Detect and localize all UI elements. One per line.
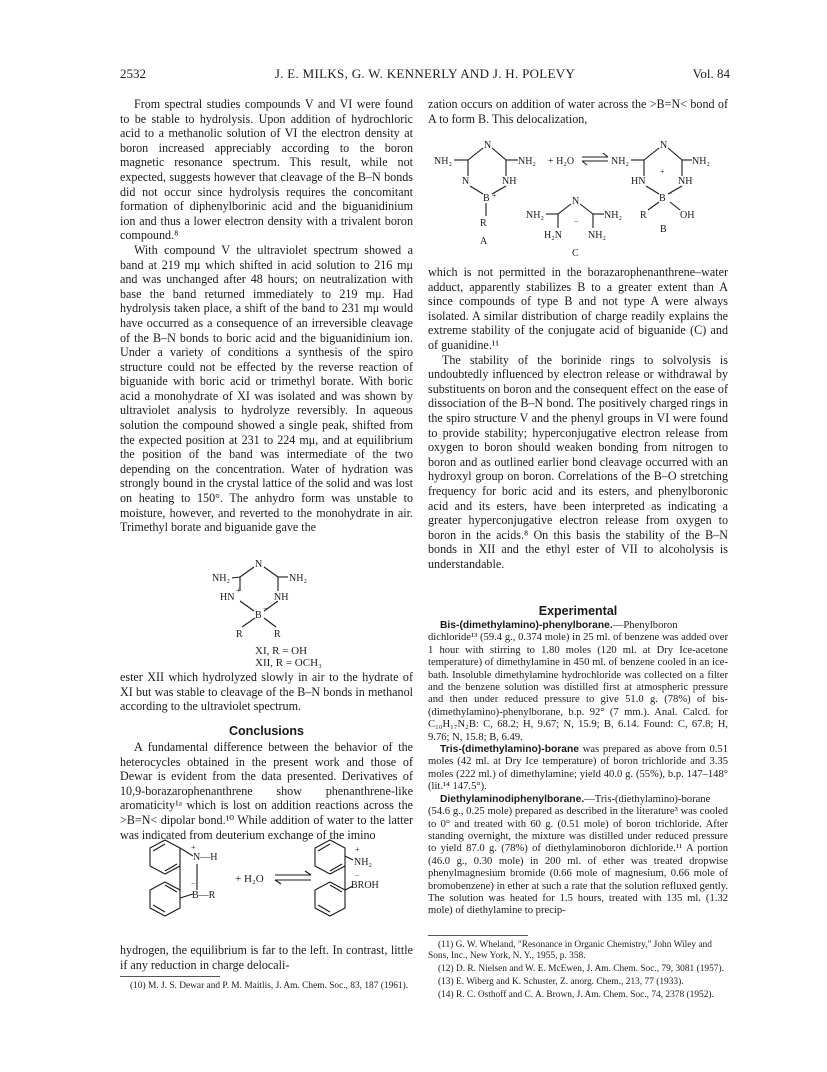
svg-text:N—H: N—H [193, 852, 218, 863]
left-column-conclusions [120, 740, 413, 842]
paragraph: hydrogen, the equilibrium is far to the left. In contrast, little if any reduction in charge delocali- [120, 943, 413, 972]
svg-text:NH₂: NH₂ [434, 156, 452, 167]
svg-text:+: + [355, 845, 360, 854]
left-column-text-bottom [120, 943, 413, 972]
svg-text:NH₂: NH₂ [289, 573, 307, 584]
svg-text:HN: HN [631, 176, 646, 187]
svg-text:−: − [574, 217, 579, 226]
svg-text:+: + [492, 191, 497, 200]
paragraph: The stability of the borinide rings to solvolysis is undoubtedly influenced by electron release or withdrawal by substituents on boron and the consequent effect on the ease of dissociation of the B–N bond. The positively charged rings in the spiro structure V and the phenyl groups in VI were found to provide stability; hyperconjugative electron release from oxygen to boron should weaken bonding from nitrogen to boron and as outlined earlier bond cleavage occurred with an hydroxyl group on boron. Correlations of the B–O stretching frequency for boric acid and its esters, and phenylboronic acid and its esters, have been interpreted as indicating a greater hyperconjugative electron release from oxygen to boron in the acids.⁸ On this basis the stability of the B–N bonds in XII and the ethyl ester of VII to alcoholysis is understandable. [428, 352, 728, 571]
footnote-11: (11) G. W. Wheland, "Resonance in Organic Chemistry," John Wiley and Sons, Inc., New York, N. Y., 1955, p. 358. [428, 940, 712, 961]
label-c: C [572, 248, 579, 259]
paragraph: From spectral studies compounds V and VI were found to be stable to hydrolysis. Upon addition of hydrochloric acid to a methanolic solution of VI the electron density at boron increased appreciably according to the boron magnetic resonance spectrum. This result, while not expected, suggests however that cleavage of the B–N bonds did not occur since hydrolysis requires the concomitant formation of diphenylborinic acid and the biguanidinium ion and thus a lower electron density with a trivalent boron compound.⁸ [120, 97, 413, 243]
borazarophenanthrene-hydration-scheme [135, 838, 415, 938]
svg-text:NH₂: NH₂ [588, 230, 606, 241]
paragraph: A fundamental difference between the behavior of the heterocycles obtained in the present work and those of Dewar is evident from the data presented. Derivatives of 10,9-borazarophenanthrene show phenanthrene-like aromaticity¹ᵃ which is lost on addition reactions across the >B=N< dipolar bond.¹⁰ While addition of water to the latter was indicated from deuterium exchange of the imino [120, 740, 413, 842]
svg-text:R: R [480, 218, 487, 229]
structure-labels [255, 645, 415, 669]
label-b: B [660, 224, 667, 235]
left-column-text-middle [120, 670, 413, 714]
structure-label-xi: XI, R = OH [255, 645, 308, 657]
paragraph: ester XII which hydrolyzed slowly in air to the hydrate of XI but was stable to cleavage of the B–N bonds in methanol according to the ultraviolet spectrum. [120, 670, 413, 714]
footnotes-left [120, 981, 413, 994]
svg-text:OH: OH [680, 210, 695, 221]
svg-text:N: N [255, 559, 263, 570]
paragraph: which is not permitted in the borazarophenanthrene–water adduct, apparently stabilizes B to a greater extent than A since compounds of type B and not type A were always isolated. A similar distribution of charge readily explains the extreme stability of the conjugate acid of biguanide (C) and of guanidine.¹¹ [428, 265, 728, 352]
svg-text:NH: NH [274, 592, 289, 603]
svg-text:H₂N: H₂N [544, 230, 562, 241]
svg-text:+: + [660, 167, 665, 176]
svg-text:N: N [660, 140, 668, 151]
svg-text:NH₂: NH₂ [518, 156, 536, 167]
svg-text:−: − [191, 879, 196, 888]
svg-text:+ H₂O: + H₂O [235, 873, 264, 885]
svg-text:BROH: BROH [351, 880, 379, 891]
svg-text:R: R [236, 629, 243, 640]
svg-text:N: N [572, 196, 580, 207]
footnote-14: (14) R. C. Osthoff and C. A. Brown, J. Am. Chem. Soc., 74, 2378 (1952). [438, 990, 714, 1000]
section-heading-experimental: Experimental [538, 604, 618, 618]
structure-label-xii: XII, R = OCH₃ [255, 657, 322, 669]
running-authors: J. E. MILKS, G. W. KENNERLY AND J. H. POLEVY [274, 66, 576, 81]
left-column-text-top [120, 97, 413, 535]
footnote-12: (12) D. R. Nielsen and W. E. McEwen, J. Am. Chem. Soc., 79, 3081 (1957). [438, 964, 724, 974]
experimental-paragraph-2: Tris-(dimethylamino)-borane was prepared as above from 0.51 moles (42 ml. at Dry Ice temperature) of boron trichloride and 3.35 moles (222 ml.) of dimethylamine; yield 40.0 g. (55%), b.p. 147–148° (lit.¹⁴ 147.5°). [428, 744, 728, 793]
page-number: 2532 [120, 66, 146, 81]
svg-text:+: + [236, 586, 241, 595]
svg-text:+: + [191, 843, 196, 852]
footnote-13: (13) E. Wiberg and K. Schuster, Z. anorg. Chem., 213, 77 (1933). [438, 977, 684, 987]
svg-text:NH₂: NH₂ [354, 857, 372, 868]
compound-title: Diethylaminodiphenylborane. [440, 793, 585, 805]
structure-xi-xii [200, 555, 340, 645]
svg-text:NH₂: NH₂ [611, 156, 629, 167]
svg-text:R: R [640, 210, 647, 221]
svg-text:−: − [263, 604, 268, 613]
svg-text:NH: NH [502, 176, 517, 187]
section-heading-conclusions: Conclusions [228, 724, 304, 738]
right-column-text-middle [428, 265, 728, 571]
svg-text:−: − [668, 189, 673, 198]
svg-text:HN: HN [220, 592, 235, 603]
paragraph: zation occurs on addition of water across the >B=N< bond of A to form B. This delocalization, [428, 97, 728, 126]
compound-title: Tris-(dimethylamino)-borane [440, 744, 580, 756]
volume-number: Vol. 84 [692, 66, 730, 81]
compound-title: Bis-(dimethylamino)-phenylborane. [440, 620, 613, 631]
paragraph: With compound V the ultraviolet spectrum showed a band at 219 mμ which shifted in acid solution to 216 mμ and was unchanged after 48 hours; on neutralization with base the band returned immediately to 219 mμ. Had hydrolysis taken place, a shift of the band to 231 mμ would have occurred as a consequence of an irreversible cleavage of the B–N bonds to boric acid and the biguanidinium ion. Under a variety of conditions a synthesis of the spiro structure could not be effected by the reverse reaction of biguanide with boric acid or trimethyl borate. With boric acid a monohydrate of XI was isolated and was shown by ultraviolet analysis to hydrolyze reversibly. In aqueous solution the compound showed a single peak, shifted from the expected position at 231 to 224 mμ, and at equilibrium the position of the band was intermediate of the two depending on the concentration. Water of hydration was strongly bound in the crystal lattice of the solid and was lost on heating to 150°. The anhydro form was unstable to moisture, however, and reverted to the monohydrate in air. Trimethyl borate and biguanide gave the [120, 242, 413, 535]
svg-text:NH₂: NH₂ [526, 210, 544, 221]
svg-text:B—R: B—R [192, 890, 216, 901]
svg-text:B: B [255, 610, 262, 621]
footnote-10: (10) M. J. S. Dewar and P. M. Maitlis, J. Am. Chem. Soc., 83, 187 (1961). [130, 981, 409, 991]
svg-text:+ H₂O: + H₂O [548, 156, 575, 167]
svg-text:N: N [462, 176, 470, 187]
svg-text:B: B [659, 193, 666, 204]
svg-text:N: N [484, 140, 492, 151]
svg-text:NH₂: NH₂ [692, 156, 710, 167]
running-header [120, 66, 730, 86]
svg-text:NH: NH [678, 176, 693, 187]
svg-text:NH₂: NH₂ [604, 210, 622, 221]
footnotes-right [428, 940, 728, 1003]
experimental-section [428, 620, 728, 918]
footnote-rule [428, 935, 528, 936]
label-a: A [480, 236, 488, 247]
svg-text:NH₂: NH₂ [212, 573, 230, 584]
svg-text:−: − [355, 871, 360, 880]
structures-a-b-c [428, 128, 728, 263]
experimental-paragraph-3: Diethylaminodiphenylborane.—Tris-(diethylamino)-borane (54.6 g., 0.25 mole) prepared as described in the literature³ was cooled to 0° and treated with 60 g. (0.51 mole) of boron trichloride. After standing overnight, the mixture was distilled under reduced pressure to yield 87.0 g. (78%) of diethylaminoboron dichloride.¹¹ A portion (46.0 g., 0.30 mole) in 200 ml. of ether was treated dropwise phenylmagnesium bromide (0.66 mole of magnesium, 0.66 mole of bromobenzene) in ether at such a rate that the solution refluxed gently. The solution was heated for 1.5 hours, treated with 135 ml. (1.32 mole) of diethylamine to precip- [428, 793, 728, 917]
svg-text:B: B [483, 193, 490, 204]
svg-text:R: R [274, 629, 281, 640]
experimental-paragraph-1: Bis-(dimethylamino)-phenylborane.—Phenylboron dichloride¹³ (59.4 g., 0.374 mole) in 25 ml. of benzene was added over 1 hour with stirring to 1.80 moles (120 ml. at Dry Ice-acetone temperature) of dimethylamine in 450 ml. of benzene cooled in an ice-bath. Insoluble dimethylamine hydrochloride was collected on a filter and the benzene solution was distilled first at atmospheric pressure and then under reduced pressure to give 51.0 g. (78%) of bis-(dimethylamino)-phenylborane, b.p. 92° (7 mm.). Anal. Calcd. for C₁₀H₁₇N₂B: C, 68.2; H, 9.67; N, 15.9; B, 6.14. Found: C, 67.8; H, 9.76; N, 15.8; B, 6.49. [428, 620, 728, 743]
footnote-rule [120, 976, 220, 977]
right-column-text-top [428, 97, 728, 126]
